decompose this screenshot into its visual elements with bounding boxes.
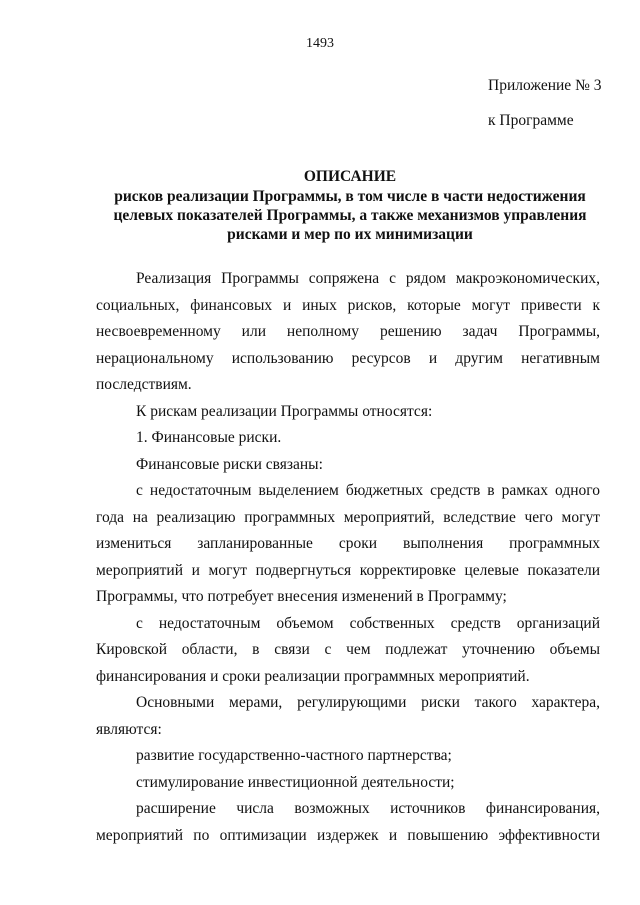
paragraph-financial-risks-related: Финансовые риски связаны: (136, 455, 323, 473)
appendix-label: Приложение № 3 (488, 77, 602, 94)
document-subtitle: рисков реализации Программы, в том числе в части недостижения целевых показателей Программы, а также механизмов управления рисками и мер по их минимизации (113, 188, 587, 243)
paragraph-insufficient-own-funds: с недостаточным объемом собственных средств организаций Кировской области, в связи с чем подлежат уточнению объемы финансирования и сроки реализации программных мероприятий. (96, 614, 600, 685)
document-heading: ОПИСАНИЕ (303, 168, 397, 185)
paragraph-intro: Реализация Программы сопряжена с рядом макроэкономических, социальных, финансовых и иных рисков, которые могут привести к несвоевременному или неполному решению задач Программы, нерациональному использованию ресурсов и другим негативным последствиям. (96, 270, 600, 393)
paragraph-ppp-development: развитие государственно-частного партнерства; (136, 747, 452, 764)
paragraph-main-measures: Основными мерами, регулирующими риски такого характера, являются: (96, 694, 600, 738)
appendix-to-program: к Программе (488, 112, 574, 129)
paragraph-financial-risks-title: 1. Финансовые риски. (136, 429, 282, 446)
paragraph-risks-list-intro: К рискам реализации Программы относятся: (136, 402, 433, 420)
page-number: 1493 (306, 36, 334, 51)
paragraph-insufficient-budget: с недостаточным выделением бюджетных средств в рамках одного года на реализацию программных мероприятий, вследствие чего могут измениться запланированные сроки выполнения программных мероприятий и могут подвергнуться корректировке целевые показатели Программы, что потребует внесения изменений в Программу; (96, 482, 600, 605)
document-body (96, 266, 600, 849)
paragraph-funding-sources: расширение числа возможных источников финансирования, мероприятий по оптимизации издержек и повышению эффективности (96, 800, 600, 844)
paragraph-investment-stimulation: стимулирование инвестиционной деятельности; (136, 773, 455, 791)
